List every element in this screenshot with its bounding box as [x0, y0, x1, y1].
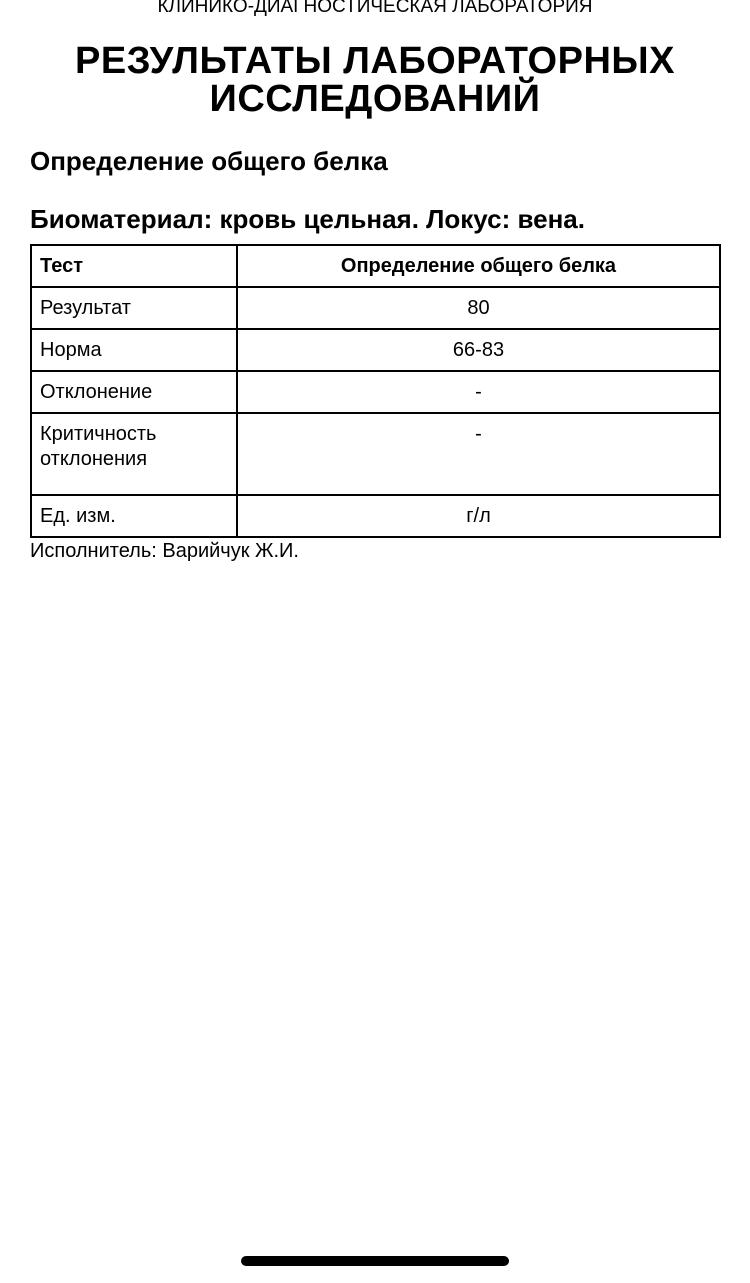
home-indicator[interactable] [241, 1256, 509, 1266]
test-name-heading: Определение общего белка [30, 146, 388, 176]
row-value-norm: 66-83 [237, 329, 720, 371]
table-row [31, 495, 720, 537]
report-title [0, 42, 750, 118]
row-label-unit: Ед. изм. [31, 495, 237, 537]
header-cell-test: Тест [31, 245, 237, 287]
biomaterial-heading: Биоматериал: кровь цельная. Локус: вена. [30, 204, 585, 234]
row-value-criticality: - [237, 413, 720, 495]
report-title-line-2: ИССЛЕДОВАНИЙ [209, 78, 541, 120]
row-label-norm: Норма [31, 329, 237, 371]
row-value-deviation: - [237, 371, 720, 413]
table-row [31, 371, 720, 413]
table-row [31, 287, 720, 329]
row-label-result: Результат [31, 287, 237, 329]
table-row [31, 329, 720, 371]
row-label-criticality: Критичность отклонения [31, 413, 237, 495]
row-value-result: 80 [237, 287, 720, 329]
table-header-row [31, 245, 720, 287]
table-row [31, 413, 720, 495]
lab-name: КЛИНИКО-ДИАГНОСТИЧЕСКАЯ ЛАБОРАТОРИЯ [157, 0, 593, 17]
executor-line: Исполнитель: Варийчук Ж.И. [30, 540, 299, 562]
row-value-unit: г/л [237, 495, 720, 537]
results-table [30, 244, 721, 538]
report-title-line-1: РЕЗУЛЬТАТЫ ЛАБОРАТОРНЫХ [75, 40, 675, 82]
header-cell-test-name: Определение общего белка [237, 245, 720, 287]
row-label-deviation: Отклонение [31, 371, 237, 413]
